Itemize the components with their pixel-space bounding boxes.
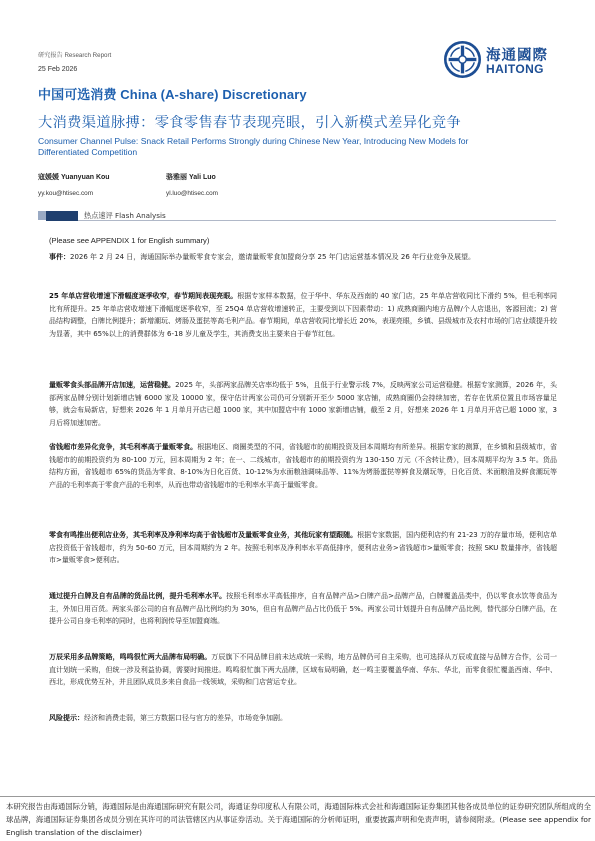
paragraph-lead: 省钱超市差异化竞争，其毛利率高于量贩零食。: [49, 443, 198, 451]
analyst-name: 骆雅丽 Yali Luo: [166, 174, 216, 181]
paragraph-lead: 量贩零食头部品牌开店加速，运营稳健。: [49, 381, 176, 389]
paragraph-private-label: [49, 590, 557, 628]
paragraph-convenience-store: [49, 529, 557, 567]
section-label: 热点速评 Flash Analysis: [84, 211, 166, 220]
paragraph-body: 经济和消费走弱，第三方数据口径与官方的差异，市场竞争加剧。: [84, 714, 287, 722]
report-title-en: Consumer Channel Pulse: Snack Retail Performs Strongly during Chinese New Year, Introducing New Models for Differentiated Competition: [38, 136, 469, 157]
paragraph-lead: 零食有鸣推出便利店业务，其毛利率及净利率均高于省钱超市及量贩零食业务，其他玩家有望跟随。: [49, 531, 358, 539]
paragraph-store-expansion: [49, 379, 557, 429]
paragraph-lead: 25 年单店营收增速下滑幅度逐季收窄，春节期间表现亮眼。: [49, 292, 238, 300]
paragraph-body: 根据专家样本数据，位于华中、华东及西南的 40 家门店，25 年单店营收同比下滑约 5%，但毛利率同比有所提升。25 年单店营收增速下滑幅度逐季收窄，至 25Q4 单店营收增速转正，主要受到以下因素带动：1) 成熟商圈内地方品牌/个人店退出，客源回流；2) 营品结构调整，白牌比例提升；新增潮玩、烤肠及蛋挞等高毛利产品。春节期间，单店营收同比增长近 20%，表现亮眼，乡镇、县级城市及农村市场的门店业绩提升较为显著，其中 65%以上的消费群体为 6-18 岁儿童及学生，其消费支出主要来自于春节红包。: [49, 292, 557, 338]
report-date: 25 Feb 2026: [38, 66, 78, 73]
paragraph-lead: 事件：: [49, 253, 70, 261]
analyst-email[interactable]: yy.kou@htisec.com: [38, 190, 94, 197]
paragraph-body: 2026 年 2 月 24 日，海通国际举办量贩零食专家会，邀请量贩零食加盟商分享 25 年门店运营基本情况及 26 年行业竞争及展望。: [70, 253, 476, 261]
paragraph-discount-supermarket: [49, 441, 557, 491]
section-header-bar: [38, 207, 556, 229]
logo-text-cn: 海通國際: [486, 48, 548, 64]
paragraph-body: 根据地区、商圈类型的不同，省钱超市的前期投资及回本周期均有所差异。根据专家的测算，在乡镇和县级城市，省钱超市的前期投资约为 80-100 万元，回本周期为 2 年；在一、二线城市，省钱超市的前期投资约为 130-150 万元（不含转让费），回本周期平均为 3.5 年。货品结构方面，省钱超市 65%的货品为零食、8-10%为日化百货、10-12%为水面粮油调味品等、11%为烤肠蛋挞等鲜食及潮玩等，日化百货、米面粮油及鲜食潮玩等产品的毛利率高于零食产品的毛利率，从而也带动省钱超市的毛利率水平高于量贩零食。: [49, 443, 558, 489]
paragraph-body: 按照毛利率水平高低排序，自有品牌产品>白牌产品>品牌产品，白牌覆盖品类中，仍以零食水饮等食品为主，外加日用百货。两家头部公司的自有品牌产品比例均约为 30%，但自有品牌产品占比仍低于 5%。两家公司计划提升自有品牌产品比例，替代部分白牌产品，在提升公司自身毛利率的同时，也将利润传导至加盟商端。: [49, 592, 558, 626]
footer-disclaimer: 本研究报告由海通国际分销，海通国际是由海通国际研究有限公司，海通证券印度私人有限公司，海通国际株式会社和海通国际证券集团其他各成员单位的证券研究团队所组成的全球品牌，海通国际证券集团各成员分别在其许可的司法管辖区内从事证券活动。关于海通国际的分析师证明，重要披露声明和免责声明，请参阅附录。(Please see appendix for English translation of the disclaimer): [6, 802, 591, 837]
analyst-email[interactable]: yl.luo@htisec.com: [166, 190, 218, 197]
haitong-logo: [444, 40, 556, 80]
haitong-emblem-icon: [444, 41, 481, 78]
sector-title: 中国可选消费 China (A-share) Discretionary: [38, 87, 307, 102]
paragraph-risk: [49, 712, 557, 725]
paragraph-multibrand: [49, 651, 557, 689]
section-bar-decoration: [38, 207, 78, 229]
report-type: 研究报告 Research Report: [38, 52, 112, 59]
paragraph-lead: 万辰采用多品牌策略，鸣鸣很忙两大品牌布局明确。: [49, 653, 212, 661]
paragraph-event: [49, 251, 557, 264]
logo-text-en: HAITONG: [486, 62, 544, 76]
paragraph-store-sales: [49, 290, 557, 340]
report-title-cn: 大消费渠道脉搏：零食零售春节表现亮眼，引入新模式差异化竞争: [38, 115, 462, 131]
footer-divider: [0, 796, 595, 797]
paragraph-lead: 风险提示：: [49, 714, 84, 722]
paragraph-body: 万辰旗下不同品牌目前未达成统一采购，地方品牌仍可自主采购，也可选择从万辰或直接与品牌方合作，公司一直计划统一采购，但统一涉及利益协调，需要时间推进。鸣鸣很忙旗下两大品牌，区域布局明确，赵一鸣主要覆盖华南、华东、华北，而零食很忙覆盖西南、华中、西北，形成优势互补，并且团队成员多来自食品一线领域，采购和门店营运专业。: [49, 653, 557, 687]
appendix-note: (Please see APPENDIX 1 for English summary): [49, 236, 210, 245]
paragraph-body: 根据专家数据，国内便利店约有 21-23 万的存量市场，便利店单店投资低于省钱超市，约为 50-60 万元，回本周期约为 2 年。按照毛利率及净利率水平高低排序，便利店业务>省钱超市>量贩零食；按照 SKU 数量排序，省钱超市>量贩零食>便利店。: [49, 531, 558, 565]
paragraph-body: 2025 年，头部两家品牌关店率均低于 5%，且低于行业警示线 7%，反映两家公司运营稳健。根据专家测算，2026 年，头部两家品牌分别计划新增店铺 6000 家及 10000 家，保守估计两家公司仍可分别新开至少 5000 家店铺，成熟商圈仍会持续加密，若存在优质位置且市场容量足够，就会布局新店，好想来 2026 年 1 月单月开店已超 1000 家，其中加盟店中有 1000 家新增店铺，截至 2 月，好想来 2026 年 1 月单月开店已超 1000 家，3 月后将加速加密。: [49, 381, 558, 427]
paragraph-lead: 通过提升白牌及自有品牌的货品比例，提升毛利率水平。: [49, 592, 227, 600]
analyst-name: 寇媛媛 Yuanyuan Kou: [38, 174, 110, 181]
